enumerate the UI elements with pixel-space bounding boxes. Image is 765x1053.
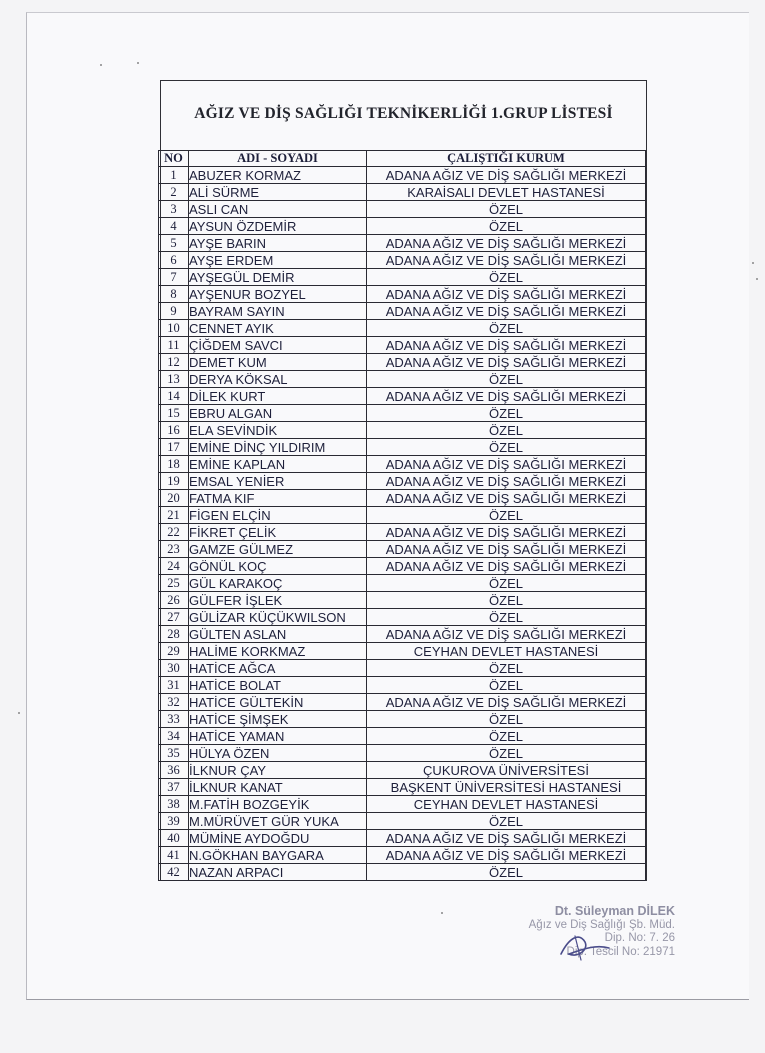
scan-speck xyxy=(100,64,102,66)
row-institution: BAŞKENT ÜNİVERSİTESİ HASTANESİ xyxy=(367,779,646,796)
table-row xyxy=(159,728,646,745)
row-name: GÜLİZAR KÜÇÜKWILSON xyxy=(189,609,367,626)
row-number: 14 xyxy=(159,388,189,405)
row-number: 5 xyxy=(159,235,189,252)
row-name: AYŞE BARIN xyxy=(189,235,367,252)
row-number: 21 xyxy=(159,507,189,524)
scan-speck xyxy=(756,278,758,280)
row-institution: ADANA AĞIZ VE DİŞ SAĞLIĞI MERKEZİ xyxy=(367,694,646,711)
row-name: HATİCE BOLAT xyxy=(189,677,367,694)
row-name: M.FATİH BOZGEYİK xyxy=(189,796,367,813)
table-row xyxy=(159,269,646,286)
signature-mark xyxy=(555,928,615,964)
row-number: 11 xyxy=(159,337,189,354)
row-name: GAMZE GÜLMEZ xyxy=(189,541,367,558)
row-number: 13 xyxy=(159,371,189,388)
row-institution: ÖZEL xyxy=(367,609,646,626)
row-name: ABUZER KORMAZ xyxy=(189,167,367,184)
row-number: 28 xyxy=(159,626,189,643)
row-name: ALİ SÜRME xyxy=(189,184,367,201)
row-number: 31 xyxy=(159,677,189,694)
row-number: 10 xyxy=(159,320,189,337)
row-institution: ÖZEL xyxy=(367,677,646,694)
row-name: HATİCE GÜLTEKİN xyxy=(189,694,367,711)
row-name: EMİNE KAPLAN xyxy=(189,456,367,473)
table-row xyxy=(159,201,646,218)
row-name: FATMA KIF xyxy=(189,490,367,507)
row-institution: ÖZEL xyxy=(367,864,646,881)
scan-speck xyxy=(752,262,754,264)
row-institution: KARAİSALI DEVLET HASTANESİ xyxy=(367,184,646,201)
column-header-name: ADI - SOYADI xyxy=(189,151,367,167)
row-institution: ADANA AĞIZ VE DİŞ SAĞLIĞI MERKEZİ xyxy=(367,303,646,320)
table-row xyxy=(159,235,646,252)
row-institution: ADANA AĞIZ VE DİŞ SAĞLIĞI MERKEZİ xyxy=(367,558,646,575)
row-name: HÜLYA ÖZEN xyxy=(189,745,367,762)
table-row xyxy=(159,252,646,269)
row-institution: ADANA AĞIZ VE DİŞ SAĞLIĞI MERKEZİ xyxy=(367,490,646,507)
row-number: 19 xyxy=(159,473,189,490)
column-header-institution: ÇALIŞTIĞI KURUM xyxy=(367,151,646,167)
row-name: GÜL KARAKOÇ xyxy=(189,575,367,592)
row-institution: ÖZEL xyxy=(367,269,646,286)
row-name: EBRU ALGAN xyxy=(189,405,367,422)
table-row xyxy=(159,473,646,490)
row-name: EMSAL YENİER xyxy=(189,473,367,490)
row-number: 1 xyxy=(159,167,189,184)
row-institution: ADANA AĞIZ VE DİŞ SAĞLIĞI MERKEZİ xyxy=(367,286,646,303)
table-row xyxy=(159,847,646,864)
row-number: 8 xyxy=(159,286,189,303)
row-number: 4 xyxy=(159,218,189,235)
row-institution: ÖZEL xyxy=(367,201,646,218)
scan-speck xyxy=(137,62,139,64)
row-name: HATİCE YAMAN xyxy=(189,728,367,745)
table-row xyxy=(159,592,646,609)
row-name: AYŞE ERDEM xyxy=(189,252,367,269)
row-institution: ÖZEL xyxy=(367,813,646,830)
row-number: 33 xyxy=(159,711,189,728)
row-number: 15 xyxy=(159,405,189,422)
row-number: 40 xyxy=(159,830,189,847)
table-row xyxy=(159,830,646,847)
table-row xyxy=(159,337,646,354)
row-name: BAYRAM SAYIN xyxy=(189,303,367,320)
row-institution: ADANA AĞIZ VE DİŞ SAĞLIĞI MERKEZİ xyxy=(367,626,646,643)
table-row xyxy=(159,779,646,796)
table-row xyxy=(159,456,646,473)
row-number: 3 xyxy=(159,201,189,218)
row-institution: ADANA AĞIZ VE DİŞ SAĞLIĞI MERKEZİ xyxy=(367,830,646,847)
row-name: ÇİĞDEM SAVCI xyxy=(189,337,367,354)
table-row xyxy=(159,371,646,388)
row-name: N.GÖKHAN BAYGARA xyxy=(189,847,367,864)
table-row xyxy=(159,558,646,575)
table-header-row xyxy=(159,151,646,167)
row-name: ASLI CAN xyxy=(189,201,367,218)
table-row xyxy=(159,626,646,643)
row-institution: ÖZEL xyxy=(367,439,646,456)
row-number: 38 xyxy=(159,796,189,813)
row-institution: ADANA AĞIZ VE DİŞ SAĞLIĞI MERKEZİ xyxy=(367,354,646,371)
table-row xyxy=(159,167,646,184)
table-row xyxy=(159,643,646,660)
scan-speck xyxy=(18,712,20,714)
row-name: NAZAN ARPACI xyxy=(189,864,367,881)
row-number: 16 xyxy=(159,422,189,439)
row-institution: ÖZEL xyxy=(367,592,646,609)
row-institution: ADANA AĞIZ VE DİŞ SAĞLIĞI MERKEZİ xyxy=(367,337,646,354)
row-name: AYŞEGÜL DEMİR xyxy=(189,269,367,286)
row-number: 27 xyxy=(159,609,189,626)
table-row xyxy=(159,218,646,235)
table-row xyxy=(159,660,646,677)
row-name: GÖNÜL KOÇ xyxy=(189,558,367,575)
row-name: EMİNE DİNÇ YILDIRIM xyxy=(189,439,367,456)
row-institution: CEYHAN DEVLET HASTANESİ xyxy=(367,643,646,660)
table-row xyxy=(159,796,646,813)
table-row xyxy=(159,609,646,626)
row-number: 20 xyxy=(159,490,189,507)
row-number: 35 xyxy=(159,745,189,762)
table-row xyxy=(159,677,646,694)
row-number: 36 xyxy=(159,762,189,779)
row-institution: ÇUKUROVA ÜNİVERSİTESİ xyxy=(367,762,646,779)
row-number: 24 xyxy=(159,558,189,575)
table-row xyxy=(159,422,646,439)
row-number: 26 xyxy=(159,592,189,609)
row-institution: ADANA AĞIZ VE DİŞ SAĞLIĞI MERKEZİ xyxy=(367,847,646,864)
table-row xyxy=(159,507,646,524)
table-row xyxy=(159,745,646,762)
table-row xyxy=(159,320,646,337)
row-number: 7 xyxy=(159,269,189,286)
table-row xyxy=(159,184,646,201)
row-institution: ADANA AĞIZ VE DİŞ SAĞLIĞI MERKEZİ xyxy=(367,388,646,405)
row-institution: ADANA AĞIZ VE DİŞ SAĞLIĞI MERKEZİ xyxy=(367,524,646,541)
row-number: 30 xyxy=(159,660,189,677)
row-institution: ADANA AĞIZ VE DİŞ SAĞLIĞI MERKEZİ xyxy=(367,541,646,558)
stamp-registration-no: Dip. Tescil No: 21971 xyxy=(566,945,675,958)
column-header-no: NO xyxy=(159,151,189,167)
table-row xyxy=(159,524,646,541)
row-number: 41 xyxy=(159,847,189,864)
table-row xyxy=(159,490,646,507)
row-institution: ADANA AĞIZ VE DİŞ SAĞLIĞI MERKEZİ xyxy=(367,167,646,184)
table-row xyxy=(159,541,646,558)
group-list-table xyxy=(158,150,646,881)
row-name: DİLEK KURT xyxy=(189,388,367,405)
row-number: 17 xyxy=(159,439,189,456)
table-row xyxy=(159,439,646,456)
stamp-position: Ağız ve Diş Sağlığı Şb. Müd. xyxy=(528,918,675,931)
row-institution: ADANA AĞIZ VE DİŞ SAĞLIĞI MERKEZİ xyxy=(367,456,646,473)
row-name: DERYA KÖKSAL xyxy=(189,371,367,388)
row-number: 23 xyxy=(159,541,189,558)
row-name: AYŞENUR BOZYEL xyxy=(189,286,367,303)
row-number: 12 xyxy=(159,354,189,371)
row-name: FİGEN ELÇİN xyxy=(189,507,367,524)
table-row xyxy=(159,864,646,881)
row-name: FİKRET ÇELİK xyxy=(189,524,367,541)
scan-speck xyxy=(441,912,443,914)
row-number: 37 xyxy=(159,779,189,796)
row-institution: ÖZEL xyxy=(367,320,646,337)
stamp-name: Dt. Süleyman DİLEK xyxy=(554,904,675,918)
row-institution: ÖZEL xyxy=(367,507,646,524)
table-row xyxy=(159,388,646,405)
row-number: 34 xyxy=(159,728,189,745)
row-institution: ADANA AĞIZ VE DİŞ SAĞLIĞI MERKEZİ xyxy=(367,473,646,490)
row-institution: ÖZEL xyxy=(367,711,646,728)
row-name: GÜLTEN ASLAN xyxy=(189,626,367,643)
row-institution: ÖZEL xyxy=(367,660,646,677)
table-row xyxy=(159,762,646,779)
row-institution: ÖZEL xyxy=(367,745,646,762)
row-number: 29 xyxy=(159,643,189,660)
table-row xyxy=(159,711,646,728)
row-number: 2 xyxy=(159,184,189,201)
row-number: 22 xyxy=(159,524,189,541)
row-institution: ÖZEL xyxy=(367,405,646,422)
row-name: HALİME KORKMAZ xyxy=(189,643,367,660)
row-institution: ADANA AĞIZ VE DİŞ SAĞLIĞI MERKEZİ xyxy=(367,252,646,269)
row-name: ELA SEVİNDİK xyxy=(189,422,367,439)
row-institution: ÖZEL xyxy=(367,728,646,745)
row-name: İLKNUR KANAT xyxy=(189,779,367,796)
row-name: DEMET KUM xyxy=(189,354,367,371)
row-name: GÜLFER İŞLEK xyxy=(189,592,367,609)
table-row xyxy=(159,694,646,711)
row-number: 42 xyxy=(159,864,189,881)
stamp-diploma-no: Dip. No: 7. 26 xyxy=(604,932,675,944)
row-name: AYSUN ÖZDEMİR xyxy=(189,218,367,235)
row-number: 6 xyxy=(159,252,189,269)
row-number: 18 xyxy=(159,456,189,473)
row-name: İLKNUR ÇAY xyxy=(189,762,367,779)
row-name: CENNET AYIK xyxy=(189,320,367,337)
row-number: 32 xyxy=(159,694,189,711)
row-institution: ADANA AĞIZ VE DİŞ SAĞLIĞI MERKEZİ xyxy=(367,235,646,252)
document-title: AĞIZ VE DİŞ SAĞLIĞI TEKNİKERLİĞİ 1.GRUP LİSTESİ xyxy=(194,105,613,122)
row-name: HATİCE AĞCA xyxy=(189,660,367,677)
row-name: HATİCE ŞİMŞEK xyxy=(189,711,367,728)
row-institution: ÖZEL xyxy=(367,218,646,235)
row-number: 9 xyxy=(159,303,189,320)
table-row xyxy=(159,405,646,422)
row-name: M.MÜRÜVET GÜR YUKA xyxy=(189,813,367,830)
row-institution: CEYHAN DEVLET HASTANESİ xyxy=(367,796,646,813)
row-institution: ÖZEL xyxy=(367,422,646,439)
row-number: 39 xyxy=(159,813,189,830)
table-row xyxy=(159,354,646,371)
row-institution: ÖZEL xyxy=(367,371,646,388)
row-name: MÜMİNE AYDOĞDU xyxy=(189,830,367,847)
table-row xyxy=(159,813,646,830)
row-number: 25 xyxy=(159,575,189,592)
table-row xyxy=(159,303,646,320)
row-institution: ÖZEL xyxy=(367,575,646,592)
table-row xyxy=(159,575,646,592)
table-row xyxy=(159,286,646,303)
